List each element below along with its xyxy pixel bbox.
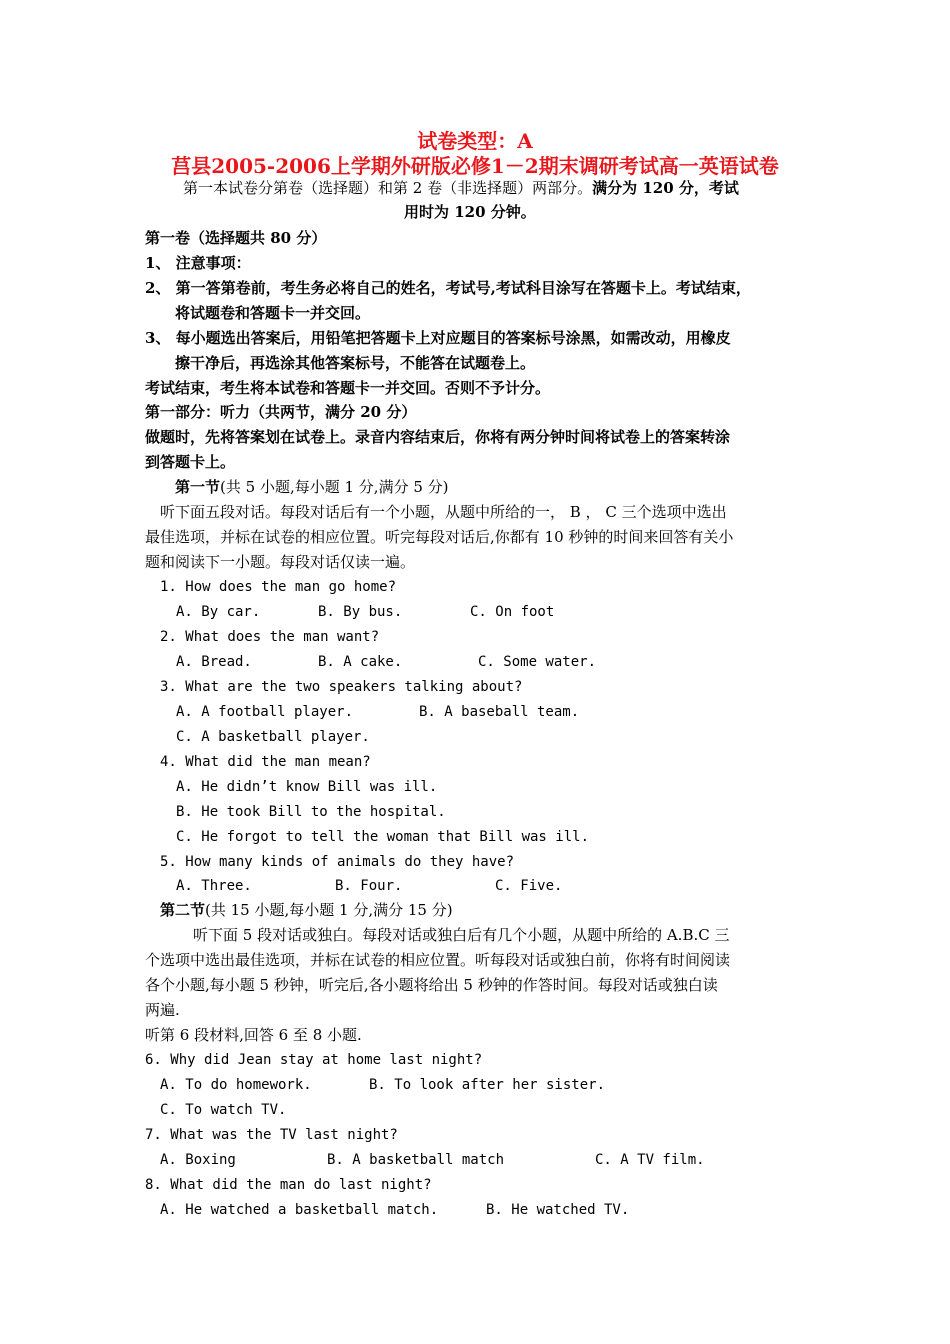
intro-line-1 — [183, 178, 739, 198]
q8-option-a: A. He watched a basketball match. — [160, 1202, 439, 1218]
part1-note-line-2: 到答题卡上。 — [145, 453, 236, 471]
section2-heading — [160, 900, 453, 920]
section1-heading — [175, 477, 449, 497]
section1-instr-2: 最佳选项，并标在试卷的相应位置。听完每段对话后,你都有 10 秒钟的时间来回答有关小 — [145, 528, 734, 546]
q7-option-b: B. A basketball match — [327, 1152, 505, 1168]
exam-type-line: 试卷类型：A — [417, 129, 533, 153]
note-3-line-2: 擦干净后，再选涂其他答案标号，不能答在试题卷上。 — [175, 354, 536, 372]
question-5: 5. How many kinds of animals do they have? — [160, 854, 515, 870]
section2-label: 第二节 — [160, 901, 206, 919]
section1-instr-1: 听下面五段对话。每段对话后有一个小题，从题中所给的一， B ， C 三个选项中选出 — [160, 503, 727, 521]
question-7: 7. What was the TV last night? — [145, 1127, 398, 1143]
note-1: 1、 注意事项： — [145, 254, 251, 272]
question-3: 3. What are the two speakers talking about? — [160, 679, 523, 695]
q5-option-b: B. Four. — [335, 878, 403, 894]
q6-option-c: C. To watch TV. — [160, 1102, 287, 1118]
intro-line-2: 用时为 120 分钟。 — [404, 203, 536, 221]
q6-option-a: A. To do homework. — [160, 1077, 312, 1093]
q4-option-b: B. He took Bill to the hospital. — [176, 804, 446, 820]
question-6: 6. Why did Jean stay at home last night? — [145, 1052, 483, 1068]
q1-option-c: C. On foot — [470, 604, 555, 620]
q6-option-b: B. To look after her sister. — [369, 1077, 606, 1093]
section2-material: 听第 6 段材料,回答 6 至 8 小题. — [145, 1026, 362, 1044]
section1-label: 第一节 — [175, 478, 221, 496]
note-2-line-2: 将试题卷和答题卡一并交回。 — [175, 304, 371, 322]
note-3-line-1: 3、 每小题选出答案后，用铅笔把答题卡上对应题目的答案标号涂黑，如需改动，用橡皮 — [145, 329, 731, 347]
q7-option-c: C. A TV film. — [595, 1152, 705, 1168]
intro-text: 第一本试卷分第卷（选择题）和第 2 卷（非选择题）两部分。 — [183, 179, 593, 197]
q3-option-a: A. A football player. — [176, 704, 354, 720]
q8-option-b: B. He watched TV. — [486, 1202, 630, 1218]
q5-option-c: C. Five. — [495, 878, 563, 894]
q7-option-a: A. Boxing — [160, 1152, 236, 1168]
question-4: 4. What did the man mean? — [160, 754, 371, 770]
question-1: 1. How does the man go home? — [160, 579, 397, 595]
q1-option-a: A. By car. — [176, 604, 261, 620]
q4-option-c: C. He forgot to tell the woman that Bill was ill. — [176, 829, 590, 845]
exam-title: 莒县2005-2006上学期外研版必修1－2期末调研考试高一英语试卷 — [171, 154, 779, 178]
section2-instr-3: 各个小题,每小题 5 秒钟，听完后,各小题将给出 5 秒钟的作答时间。每段对话或独白读 — [145, 976, 718, 994]
section2-instr-4: 两遍. — [145, 1001, 180, 1019]
note-2-line-1: 2、 第一答第卷前，考生务必将自己的姓名，考试号,考试科目涂写在答题卡上。考试结束， — [145, 279, 751, 297]
section2-instr-1: 听下面 5 段对话或独白。每段对话或独白后有几个小题，从题中所给的 A.B.C 三 — [193, 926, 730, 944]
question-8: 8. What did the man do last night? — [145, 1177, 432, 1193]
q1-option-b: B. By bus. — [318, 604, 403, 620]
q3-option-b: B. A baseball team. — [419, 704, 580, 720]
q2-option-c: C. Some water. — [478, 654, 597, 670]
q3-option-c: C. A basketball player. — [176, 729, 370, 745]
q2-option-b: B. A cake. — [318, 654, 403, 670]
question-2: 2. What does the man want? — [160, 629, 380, 645]
q5-option-a: A. Three. — [176, 878, 252, 894]
q2-option-a: A. Bread. — [176, 654, 252, 670]
intro-score: 满分为 120 分，考试 — [592, 179, 739, 197]
q4-option-a: A. He didn’t know Bill was ill. — [176, 779, 438, 795]
section1-instr-3: 题和阅读下一小题。每段对话仅读一遍。 — [145, 553, 416, 571]
section2-label-rest: (共 15 小题,每小题 1 分,满分 15 分) — [205, 901, 453, 919]
volume1-heading: 第一卷（选择题共 80 分） — [145, 229, 327, 247]
section2-instr-2: 个选项中选出最佳选项，并标在试卷的相应位置。听每段对话或独白前，你将有时间阅读 — [145, 951, 731, 969]
end-note: 考试结束，考生将本试卷和答题卡一并交回。否则不予计分。 — [145, 379, 551, 397]
part1-note-line-1: 做题时，先将答案划在试卷上。录音内容结束后，你将有两分钟时间将试卷上的答案转涂 — [145, 428, 731, 446]
part1-heading: 第一部分：听力（共两节，满分 20 分） — [145, 403, 417, 421]
section1-label-rest: (共 5 小题,每小题 1 分,满分 5 分) — [220, 478, 449, 496]
